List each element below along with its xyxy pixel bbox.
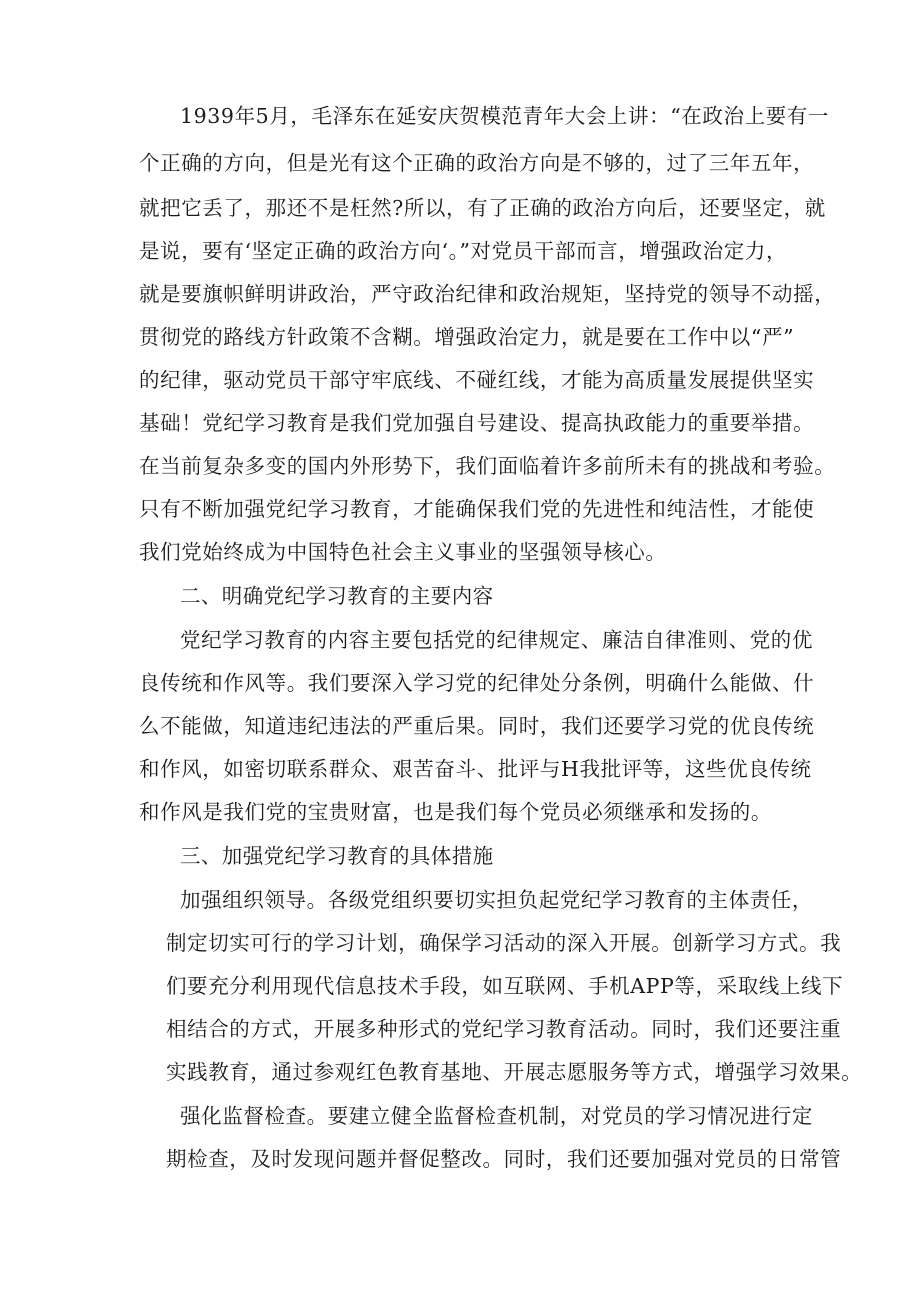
paragraph-line: 我们党始终成为中国特色社会主义事业的坚强领导核心。 — [139, 540, 667, 564]
paragraph-line: 期检查，及时发现问题并督促整改。同时，我们还要加强对党员的日常管 — [166, 1147, 842, 1171]
paragraph-line: 们要充分利用现代信息技术手段，如互联网、手机APP等，采取线上线下 — [166, 974, 844, 998]
paragraph-line: 党纪学习教育的内容主要包括党的纪律规定、廉洁自律准则、党的优 — [180, 628, 813, 652]
paragraph-line: 贯彻党的路线方针政策不含糊。增强政治定力，就是要在工作中以“严” — [139, 325, 795, 349]
paragraph-line: 就是要旗帜鲜明讲政治，严守政治纪律和政治规矩，坚持党的领导不动摇， — [139, 282, 836, 306]
paragraph-line: 强化监督检查。要建立健全监督检查机制，对党员的学习情况进行定 — [180, 1104, 813, 1128]
paragraph-line: 实践教育，通过参观红色教育基地、开展志愿服务等方式，增强学习效果。 — [166, 1060, 863, 1084]
paragraph-line: 和作风，如密切联系群众、艰苦奋斗、批评与H我批评等，这些优良传统 — [139, 757, 812, 781]
paragraph-line: 是说，要有‘坚定正确的政治方向‘。”对党员干部而言，增强政治定力， — [139, 239, 788, 263]
paragraph-line: 就把它丢了，那还不是枉然?所以，有了正确的政治方向后，还要坚定，就 — [139, 196, 826, 220]
paragraph-line: 个正确的方向，但是光有这个正确的政治方向是不够的，过了三年五年， — [139, 151, 815, 175]
paragraph-line: 在当前复杂多变的国内外形势下，我们面临着许多前所未有的挑战和考验。 — [139, 454, 836, 478]
paragraph-line: 加强组织领导。各级党组织要切实担负起党纪学习教育的主体责任， — [180, 888, 813, 912]
paragraph-line: 良传统和作风等。我们要深入学习党的纪律处分条例，明确什么能做、什 — [139, 671, 815, 695]
paragraph-line: 和作风是我们党的宝贵财富，也是我们每个党员必须继承和发扬的。 — [139, 800, 772, 824]
paragraph-line: 的纪律，驱动党员干部守牢底线、不碰红线，才能为高质量发展提供坚实 — [139, 368, 815, 392]
paragraph-line: 相结合的方式，开展多种形式的党纪学习教育活动。同时，我们还要注重 — [166, 1017, 842, 1041]
paragraph-line: 么不能做，知道违纪违法的严重后果。同时，我们还要学习党的优良传统 — [139, 714, 815, 738]
paragraph-line: 基础！党纪学习教育是我们党加强自号建设、提高执政能力的重要举措。 — [139, 411, 815, 435]
section-heading-2: 二、明确党纪学习教育的主要内容 — [180, 584, 494, 608]
paragraph-line: 1939年5月，毛泽东在延安庆贺模范青年大会上讲：“在政治上要有一 — [180, 104, 829, 128]
paragraph-line: 只有不断加强党纪学习教育，才能确保我们党的先进性和纯洁性，才能使 — [139, 497, 815, 521]
paragraph-line: 制定切实可行的学习计划，确保学习活动的深入开展。创新学习方式。我 — [166, 931, 842, 955]
section-heading-3: 三、加强党纪学习教育的具体措施 — [180, 844, 494, 868]
